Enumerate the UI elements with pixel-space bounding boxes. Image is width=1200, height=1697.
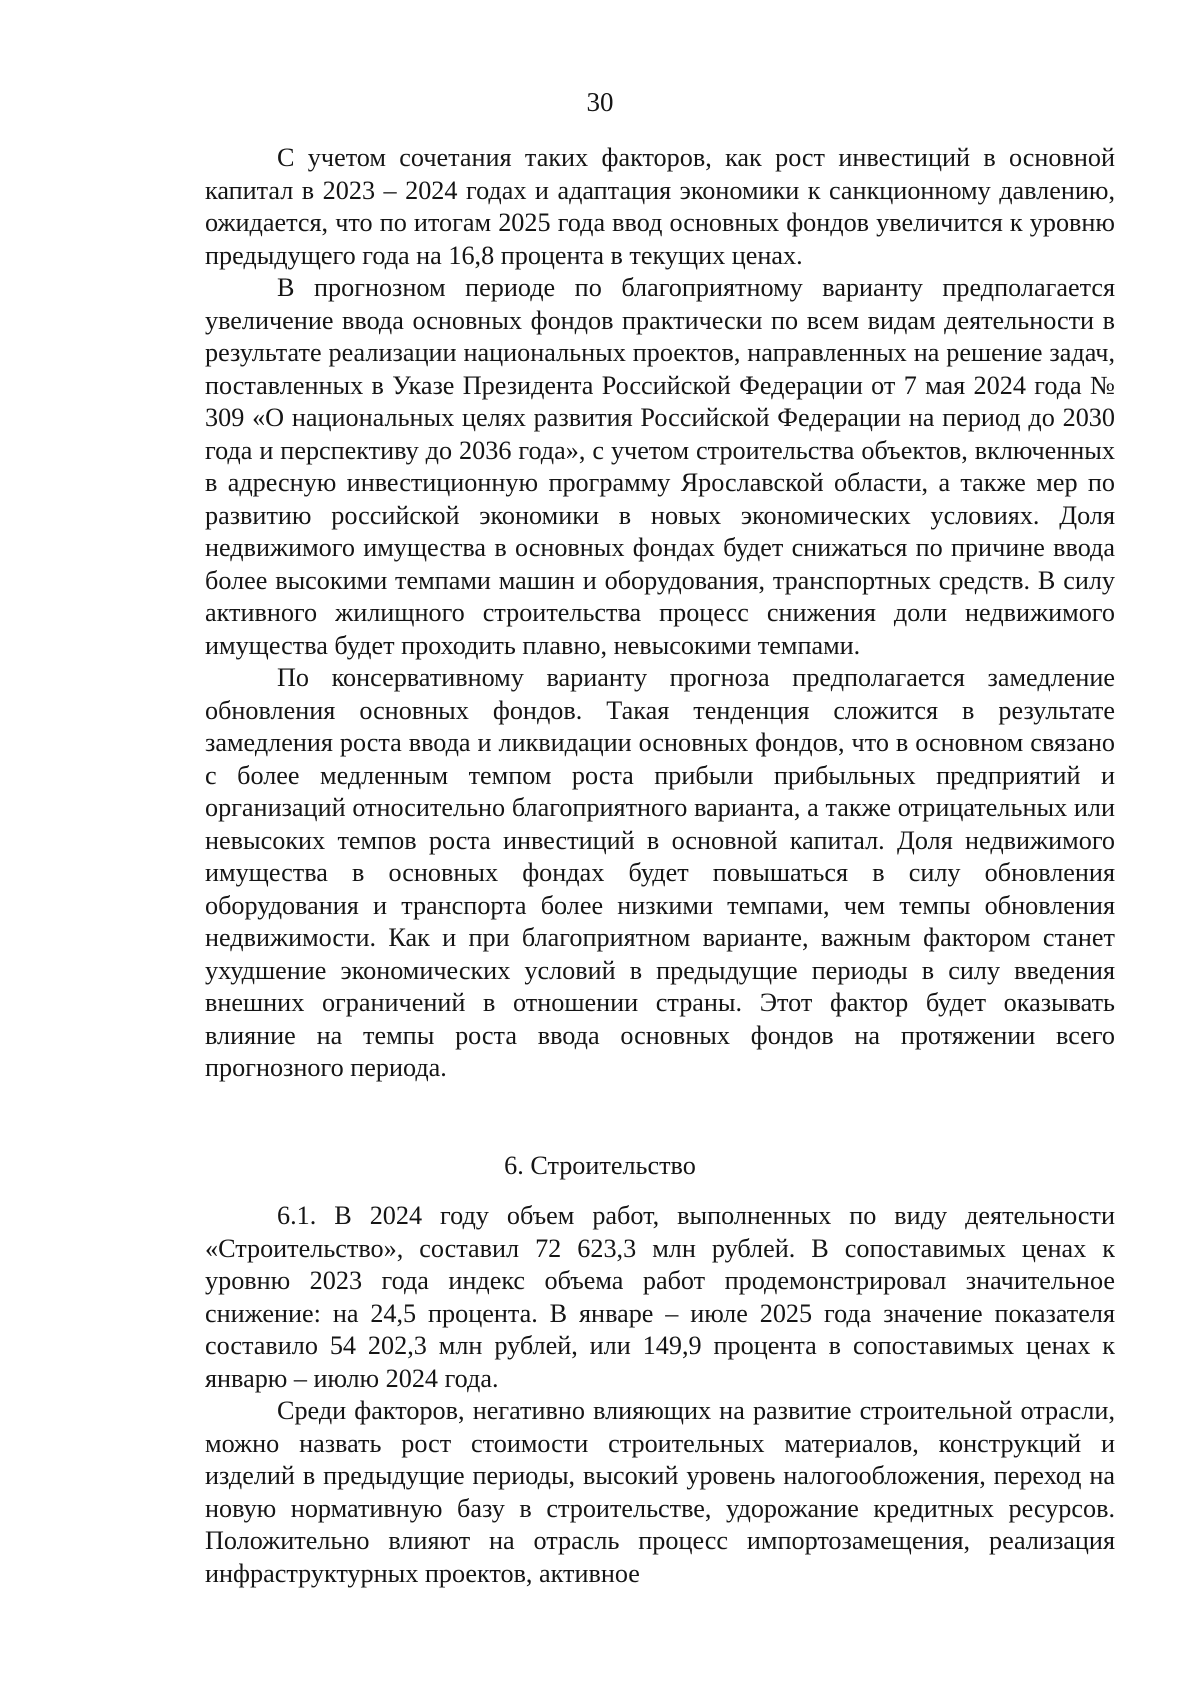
section-heading-construction: 6. Строительство: [504, 1151, 696, 1180]
body-text-construction: [205, 1200, 1115, 1590]
paragraph-favorable-scenario: В прогнозном периоде по благоприятному варианту предполагается увеличение ввода основных фондов практически по всем видам деятельности в результате реализации национальных проектов, направленных на решение задач, поставленных в Указе Президента Российской Федерации от 7 мая 2024 года № 309 «О национальных целях развития Российской Федерации на период до 2030 года и перспективу до 2036 года», с учетом строительства объектов, включенных в адресную инвестиционную программу Ярославской области, а также мер по развитию российской экономики в новых экономических условиях. Доля недвижимого имущества в основных фондах будет снижаться по причине ввода более высокими темпами машин и оборудования, транспортных средств. В силу активного жилищного строительства процесс снижения доли недвижимого имущества будет проходить плавно, невысокими темпами.: [205, 273, 1115, 660]
page-number: 30: [586, 87, 614, 117]
paragraph-construction-factors: Среди факторов, негативно влияющих на развитие строительной отрасли, можно назвать рост стоимости строительных материалов, конструкций и изделий в предыдущие периоды, высокий уровень налогообложения, переход на новую нормативную базу в строительстве, удорожание кредитных ресурсов. Положительно влияют на отрасль процесс импортозамещения, реализация инфраструктурных проектов, активное: [205, 1396, 1115, 1588]
paragraph-conservative-scenario: По консервативному варианту прогноза предполагается замедление обновления основных фондов. Такая тенденция сложится в результате замедления роста ввода и ликвидации основных фондов, что в основном связано с более медленным темпом роста прибыли прибыльных предприятий и организаций относительно благоприятного варианта, а также отрицательных или невысоких темпов роста инвестиций в основной капитал. Доля недвижимого имущества в основных фондах будет повышаться в силу обновления оборудования и транспорта более низкими темпами, чем темпы обновления недвижимости. Как и при благоприятном варианте, важным фактором станет ухудшение экономических условий в предыдущие периоды в силу введения внешних ограничений в отношении страны. Этот фактор будет оказывать влияние на темпы роста ввода основных фондов на протяжении всего прогнозного периода.: [205, 663, 1115, 1082]
paragraph-fixed-assets-2025: С учетом сочетания таких факторов, как рост инвестиций в основной капитал в 2023 – 2024 годах и адаптация экономики к санкционному давлению, ожидается, что по итогам 2025 года ввод основных фондов увеличится к уровню предыдущего года на 16,8 процента в текущих ценах.: [205, 143, 1115, 270]
paragraph-construction-volume: 6.1. В 2024 году объем работ, выполненных по виду деятельности «Строительство», составил 72 623,3 млн рублей. В сопоставимых ценах к уровню 2023 года индекс объема работ продемонстрировал значительное снижение: на 24,5 процента. В январе – июле 2025 года значение показателя составило 54 202,3 млн рублей, или 149,9 процента в сопоставимых ценах к январю – июлю 2024 года.: [205, 1201, 1115, 1393]
body-text-before-section: [205, 142, 1115, 1085]
